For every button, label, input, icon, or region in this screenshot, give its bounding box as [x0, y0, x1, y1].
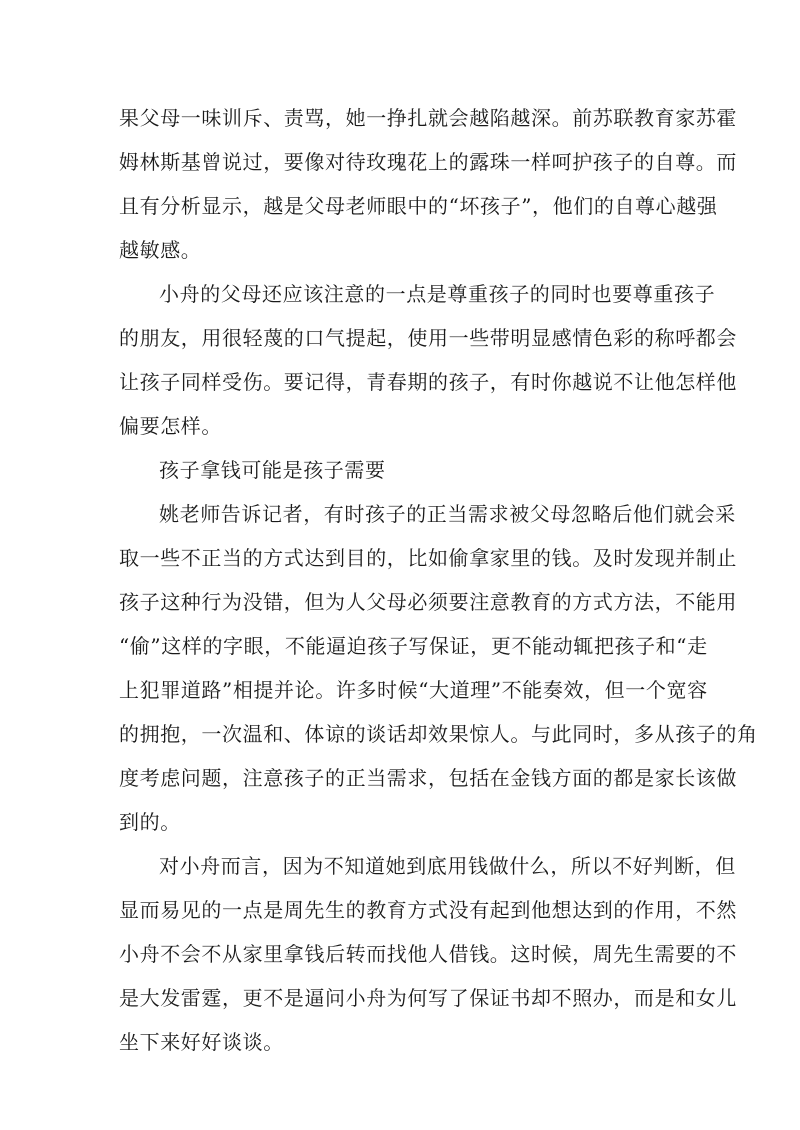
text-line: 是大发雷霆，更不是逼问小舟为何写了保证书却不照办，而是和女儿 — [119, 986, 737, 1010]
text-line: 到的。 — [119, 810, 181, 834]
text-line: 的朋友，用很轻蔑的口气提起，使用一些带明显感情色彩的称呼都会 — [119, 326, 737, 350]
text-line: 显而易见的一点是周先生的教育方式没有起到他想达到的作用，不然 — [119, 898, 737, 922]
text-line: 果父母一味训斥、责骂，她一挣扎就会越陷越深。前苏联教育家苏霍 — [119, 106, 737, 130]
paragraph-start-line: 对小舟而言，因为不知道她到底用钱做什么，所以不好判断，但 — [159, 854, 736, 878]
paragraph-start-line: 小舟的父母还应该注意的一点是尊重孩子的同时也要尊重孩子 — [159, 282, 716, 306]
text-line: 偏要怎样。 — [119, 414, 222, 438]
text-line: 孩子这种行为没错，但为人父母必须要注意教育的方式方法，不能用 — [119, 590, 737, 614]
text-line: 度考虑问题，注意孩子的正当需求，包括在金钱方面的都是家长该做 — [119, 766, 737, 790]
text-line: 取一些不正当的方式达到目的，比如偷拿家里的钱。及时发现并制止 — [119, 546, 737, 570]
text-line: 且有分析显示，越是父母老师眼中的“坏孩子”，他们的自尊心越强 — [119, 194, 718, 218]
text-line: 小舟不会不从家里拿钱后转而找他人借钱。这时候，周先生需要的不 — [119, 942, 737, 966]
text-line: 让孩子同样受伤。要记得，青春期的孩子，有时你越说不让他怎样他 — [119, 370, 737, 394]
body-text — [119, 96, 758, 1064]
section-heading: 孩子拿钱可能是孩子需要 — [159, 458, 386, 482]
text-line: 姆林斯基曾说过，要像对待玫瑰花上的露珠一样呵护孩子的自尊。而 — [119, 150, 737, 174]
text-line: 越敏感。 — [119, 238, 202, 262]
text-line: 的拥抱，一次温和、体谅的谈话却效果惊人。与此同时，多从孩子的角 — [119, 722, 758, 746]
text-line: “偷”这样的字眼，不能逼迫孩子写保证，更不能动辄把孩子和“走 — [119, 634, 708, 658]
text-line: 上犯罪道路”相提并论。许多时候“大道理”不能奏效，但一个宽容 — [119, 678, 708, 702]
text-line: 坐下来好好谈谈。 — [119, 1030, 284, 1054]
paragraph-start-line: 姚老师告诉记者，有时孩子的正当需求被父母忽略后他们就会采 — [159, 502, 736, 526]
